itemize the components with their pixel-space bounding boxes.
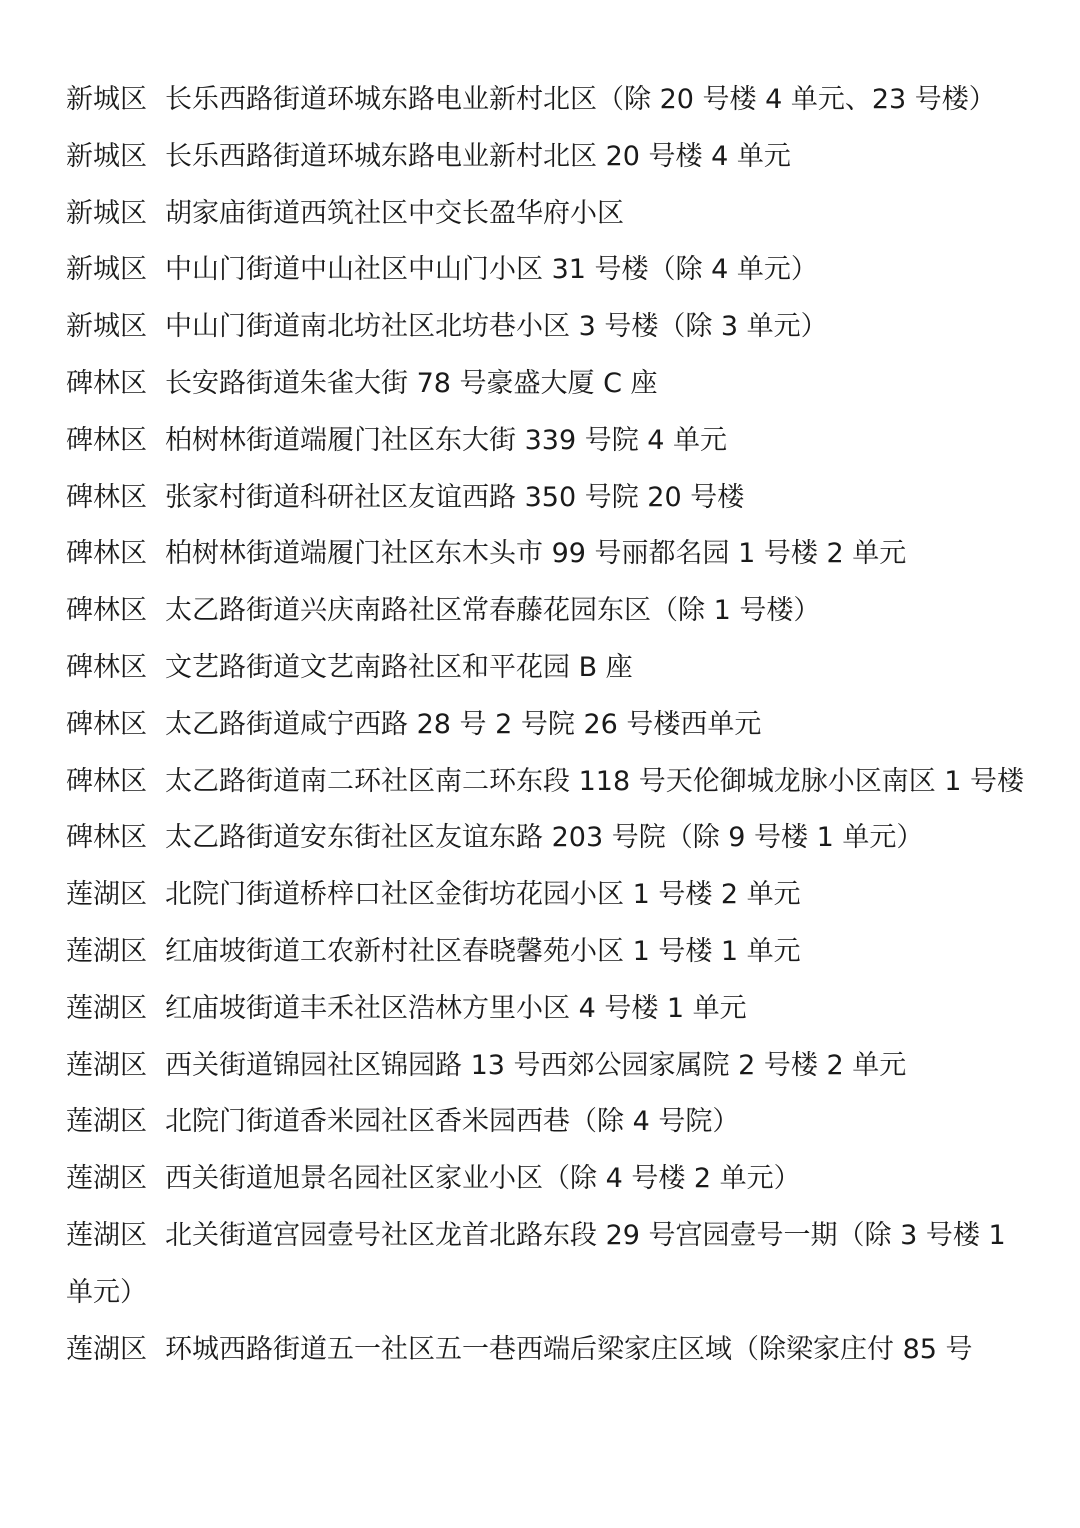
list-item bbox=[66, 1151, 1026, 1208]
address-text: 西关街道锦园社区锦园路 13 号西郊公园家属院 2 号楼 2 单元 bbox=[165, 1049, 907, 1081]
list-item bbox=[66, 640, 1026, 697]
address-text: 红庙坡街道丰禾社区浩林方里小区 4 号楼 1 单元 bbox=[165, 992, 747, 1024]
list-item bbox=[66, 72, 1026, 129]
address-text: 柏树林街道端履门社区东木头市 99 号丽都名园 1 号楼 2 单元 bbox=[165, 538, 907, 570]
district-label: 碑林区 bbox=[66, 538, 147, 570]
address-text: 西关街道旭景名园社区家业小区（除 4 号楼 2 单元） bbox=[165, 1163, 801, 1195]
list-item bbox=[66, 1322, 1026, 1379]
list-item bbox=[66, 867, 1026, 924]
address-text: 胡家庙街道西筑社区中交长盈华府小区 bbox=[165, 197, 624, 229]
district-label: 莲湖区 bbox=[66, 935, 147, 967]
district-label: 莲湖区 bbox=[66, 1333, 147, 1365]
list-item bbox=[66, 697, 1026, 754]
list-item bbox=[66, 1038, 1026, 1095]
list-item bbox=[66, 981, 1026, 1038]
district-label: 碑林区 bbox=[66, 708, 147, 740]
list-item bbox=[66, 356, 1026, 413]
district-label: 莲湖区 bbox=[66, 1163, 147, 1195]
address-text: 长乐西路街道环城东路电业新村北区（除 20 号楼 4 单元、23 号楼） bbox=[165, 84, 996, 115]
address-text: 中山门街道南北坊社区北坊巷小区 3 号楼（除 3 单元） bbox=[165, 311, 828, 343]
address-text: 太乙路街道兴庆南路社区常春藤花园东区（除 1 号楼） bbox=[165, 595, 821, 627]
list-item bbox=[66, 526, 1026, 583]
district-label: 碑林区 bbox=[66, 765, 147, 797]
district-label: 新城区 bbox=[66, 311, 147, 343]
address-text: 北关街道宫园壹号社区龙首北路东段 29 号宫园壹号一期（除 3 号楼 1 单元） bbox=[66, 1219, 1006, 1308]
address-text: 北院门街道香米园社区香米园西巷（除 4 号院） bbox=[165, 1106, 740, 1138]
list-item bbox=[66, 470, 1026, 527]
district-label: 碑林区 bbox=[66, 595, 147, 627]
district-label: 新城区 bbox=[66, 84, 147, 115]
list-item bbox=[66, 242, 1026, 299]
address-text: 中山门街道中山社区中山门小区 31 号楼（除 4 单元） bbox=[165, 254, 818, 286]
district-label: 新城区 bbox=[66, 140, 147, 172]
address-text: 环城西路街道五一社区五一巷西端后梁家庄区域（除梁家庄付 85 号 bbox=[165, 1333, 973, 1365]
address-text: 柏树林街道端履门社区东大街 339 号院 4 单元 bbox=[165, 424, 728, 456]
address-text: 太乙路街道安东街社区友谊东路 203 号院（除 9 号楼 1 单元） bbox=[165, 822, 924, 854]
list-item bbox=[66, 583, 1026, 640]
list-item bbox=[66, 810, 1026, 867]
list-item bbox=[66, 1208, 1026, 1322]
address-text: 长乐西路街道环城东路电业新村北区 20 号楼 4 单元 bbox=[165, 140, 791, 172]
district-label: 莲湖区 bbox=[66, 992, 147, 1024]
district-label: 莲湖区 bbox=[66, 1049, 147, 1081]
district-label: 碑林区 bbox=[66, 822, 147, 854]
address-text: 张家村街道科研社区友谊西路 350 号院 20 号楼 bbox=[165, 481, 745, 513]
list-item bbox=[66, 754, 1026, 811]
district-label: 新城区 bbox=[66, 254, 147, 286]
list-item bbox=[66, 186, 1026, 243]
district-label: 新城区 bbox=[66, 197, 147, 229]
address-text: 太乙路街道南二环社区南二环东段 118 号天伦御城龙脉小区南区 1 号楼 bbox=[165, 765, 1025, 797]
list-item bbox=[66, 1094, 1026, 1151]
address-text: 长安路街道朱雀大街 78 号豪盛大厦 C 座 bbox=[165, 367, 658, 399]
district-label: 莲湖区 bbox=[66, 1106, 147, 1138]
district-label: 莲湖区 bbox=[66, 1219, 147, 1251]
district-label: 碑林区 bbox=[66, 481, 147, 513]
list-item bbox=[66, 299, 1026, 356]
address-text: 文艺路街道文艺南路社区和平花园 B 座 bbox=[165, 651, 633, 683]
district-label: 碑林区 bbox=[66, 367, 147, 399]
list-item bbox=[66, 924, 1026, 981]
address-text: 北院门街道桥梓口社区金街坊花园小区 1 号楼 2 单元 bbox=[165, 879, 801, 911]
list-item bbox=[66, 129, 1026, 186]
district-label: 碑林区 bbox=[66, 651, 147, 683]
address-text: 红庙坡街道工农新村社区春晓馨苑小区 1 号楼 1 单元 bbox=[165, 935, 801, 967]
address-list-document bbox=[66, 72, 1026, 1378]
address-text: 太乙路街道咸宁西路 28 号 2 号院 26 号楼西单元 bbox=[165, 708, 762, 740]
list-item bbox=[66, 413, 1026, 470]
district-label: 碑林区 bbox=[66, 424, 147, 456]
district-label: 莲湖区 bbox=[66, 879, 147, 911]
